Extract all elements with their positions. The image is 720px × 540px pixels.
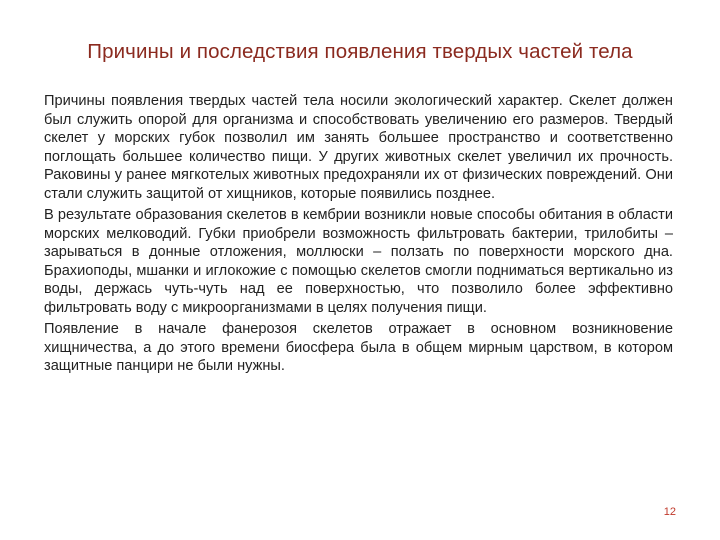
paragraph-predation: Появление в начале фанерозоя скелетов отражает в основном возникновение хищничества, а до этого времени биосфера была в общем мирным царством, в котором защитные панцири не были нужны. bbox=[44, 321, 673, 374]
slide-body bbox=[44, 92, 673, 379]
slide-title: Причины и последствия появления твердых частей тела bbox=[87, 40, 633, 63]
paragraph-causes: Причины появления твердых частей тела носили экологический характер. Скелет должен был служить опорой для организма и способствовать увеличению его размеров. Твердый скелет у морских губок позволил им занять большее пространство и соответственно поглощать большее количество пищи. У других животных скелет увеличил их прочность. Раковины у ранее мягкотелых животных предохраняли их от физических повреждений. Они стали служить защитой от хищников, которые появились позднее. bbox=[44, 93, 673, 202]
paragraph-consequences: В результате образования скелетов в кембрии возникли новые способы обитания в области морских мелководий. Губки приобрели возможность фильтровать бактерии, трилобиты – зарываться в донные отложения, моллюски – ползать по поверхности морского дна. Брахиоподы, мшанки и иглокожие с помощью скелетов смогли подниматься вертикально из воды, держась чуть-чуть над ее поверхностью, что позволило более эффективно фильтровать воду с микроорганизмами в целях получения пищи. bbox=[44, 207, 673, 316]
page-number: 12 bbox=[663, 506, 676, 518]
